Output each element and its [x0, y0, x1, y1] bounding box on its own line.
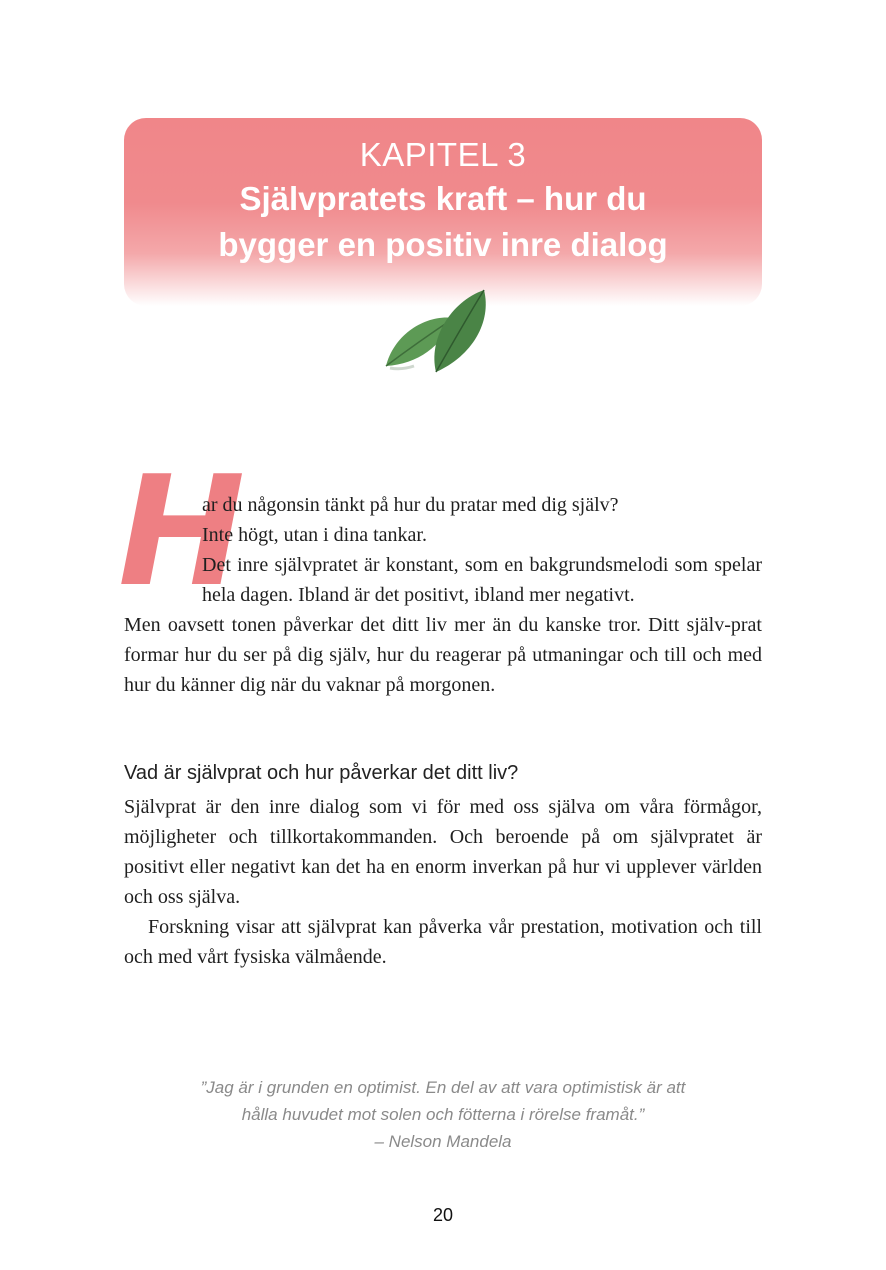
quote-block: [124, 1074, 762, 1155]
page-number: 20: [432, 1205, 454, 1225]
intro-paragraph: Men oavsett tonen påverkar det ditt liv mer än du kanske tror. Ditt själv-prat formar hur du ser på dig själv, hur du reagerar på utmaningar och till och med hur du känner dig när du vaknar på morgonen.: [124, 614, 762, 696]
chapter-banner: [124, 118, 762, 306]
section-heading: Vad är självprat och hur påverkar det ditt liv?: [124, 762, 519, 784]
chapter-title: [124, 176, 762, 268]
quote-line1: ”Jag är i grunden en optimist. En del av att vara optimistisk är att: [200, 1078, 686, 1097]
leaves-icon: [380, 288, 496, 378]
quote-attribution: – Nelson Mandela: [374, 1132, 512, 1151]
chapter-title-line1: Självpratets kraft – hur du: [239, 180, 647, 217]
intro-line1: ar du någonsin tänkt på hur du pratar med dig själv?: [202, 494, 619, 516]
section-paragraph-2: Forskning visar att självprat kan påverka vår prestation, motivation och till och med vårt fysiska välmående.: [124, 916, 762, 968]
intro-line3: Det inre självpratet är konstant, som en bakgrundsmelodi som spelar hela dagen. Ibland är det positivt, ibland mer negativt.: [202, 554, 762, 606]
chapter-label: KAPITEL 3: [359, 136, 527, 173]
chapter-title-line2: bygger en positiv inre dialog: [218, 226, 668, 263]
drop-cap: H: [118, 443, 246, 620]
quote-line2: hålla huvudet mot solen och fötterna i rörelse framåt.”: [241, 1105, 645, 1124]
section-paragraph-1: Självprat är den inre dialog som vi för med oss själva om våra förmågor, möjligheter och tillkortakommanden. Och beroende på om självpratet är positivt eller negativt kan det ha en enorm inverkan på hur vi upplever världen och oss själva.: [124, 796, 762, 908]
intro-lines: [202, 490, 762, 610]
intro-line2: Inte högt, utan i dina tankar.: [202, 524, 427, 546]
